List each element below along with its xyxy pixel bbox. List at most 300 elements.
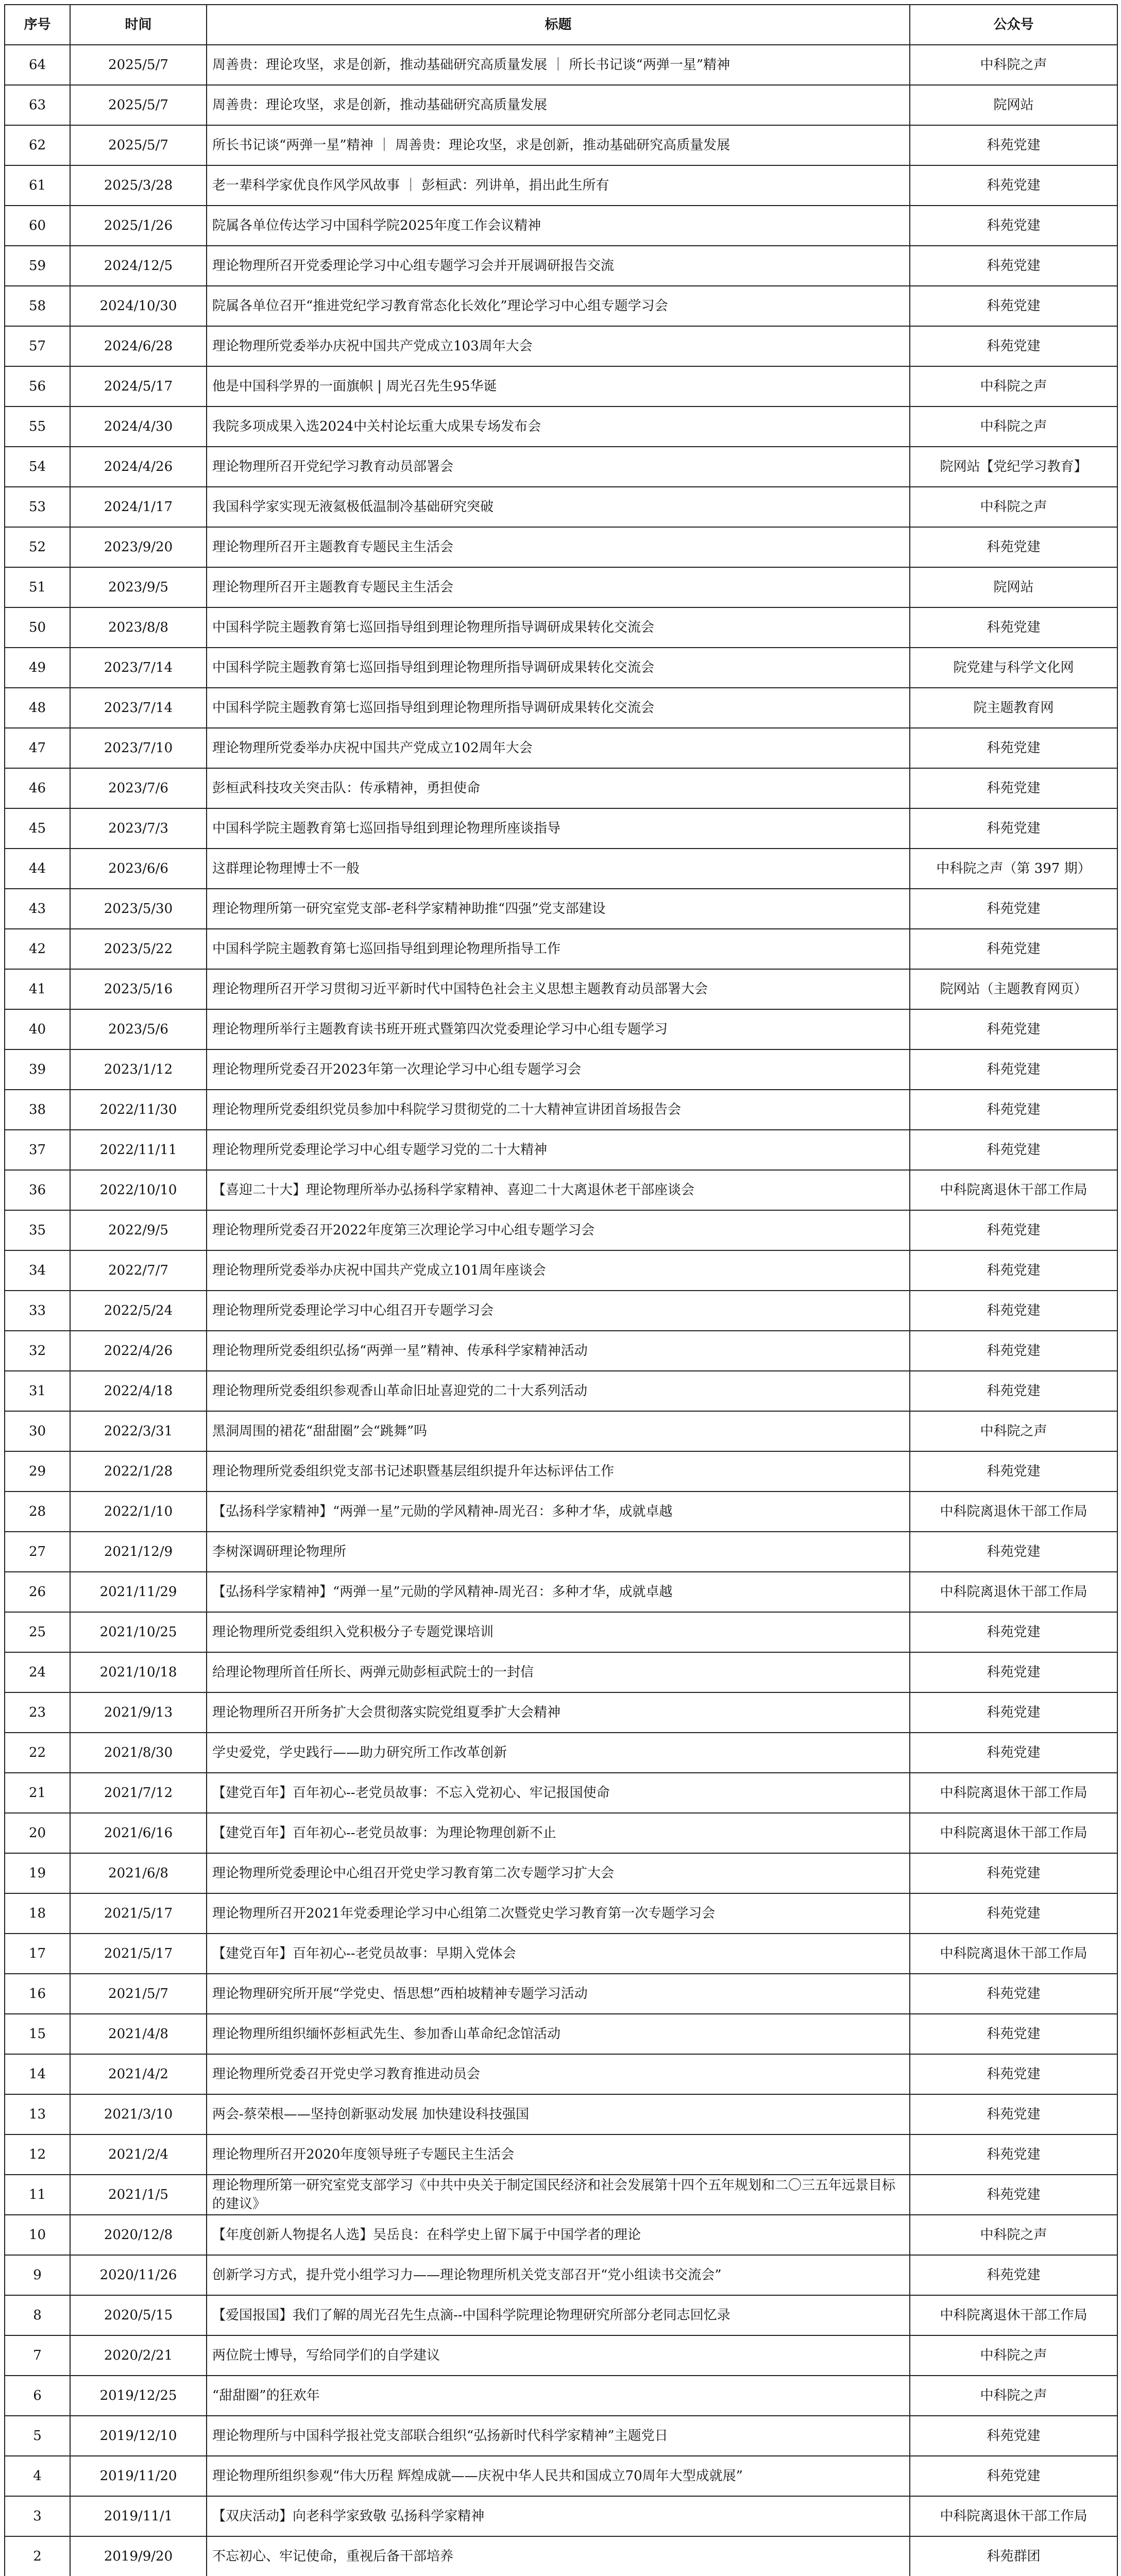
row-account-cell: 中科院之声	[910, 2376, 1117, 2416]
row-date-cell: 2024/12/5	[70, 246, 207, 286]
row-date-cell: 2019/9/20	[70, 2536, 207, 2576]
row-seq-cell: 55	[5, 406, 70, 447]
row-title-cell: 中国科学院主题教育第七巡回指导组到理论物理所指导调研成果转化交流会	[207, 648, 910, 688]
table-row	[5, 1813, 1117, 1853]
table-row	[5, 487, 1117, 527]
row-account-cell: 科苑党建	[910, 286, 1117, 326]
row-account-cell: 科苑党建	[910, 2456, 1117, 2496]
row-date-cell: 2020/5/15	[70, 2295, 207, 2335]
row-date-cell: 2021/5/17	[70, 1893, 207, 1934]
table-row	[5, 808, 1117, 849]
row-date-cell: 2021/6/16	[70, 1813, 207, 1853]
row-title-cell: 理论物理所党委组织入党积极分子专题党课培训	[207, 1612, 910, 1652]
table-row	[5, 1893, 1117, 1934]
row-date-cell: 2023/5/30	[70, 889, 207, 929]
row-title-cell: 学史爱党，学史践行——助力研究所工作改革创新	[207, 1733, 910, 1773]
row-seq-cell: 13	[5, 2094, 70, 2134]
row-account-cell: 科苑党建	[910, 2255, 1117, 2295]
row-account-cell: 科苑党建	[910, 1652, 1117, 1692]
row-seq-cell: 57	[5, 326, 70, 366]
row-seq-cell: 16	[5, 1974, 70, 2014]
row-date-cell: 2019/12/10	[70, 2416, 207, 2456]
row-date-cell: 2022/10/10	[70, 1170, 207, 1210]
table-row	[5, 1009, 1117, 1049]
table-row	[5, 1250, 1117, 1291]
row-date-cell: 2020/12/8	[70, 2215, 207, 2255]
table-row	[5, 969, 1117, 1009]
row-date-cell: 2022/1/10	[70, 1492, 207, 1532]
row-seq-cell: 63	[5, 85, 70, 125]
table-row	[5, 2456, 1117, 2496]
table-row	[5, 1210, 1117, 1250]
row-seq-cell: 64	[5, 45, 70, 85]
row-seq-cell: 41	[5, 969, 70, 1009]
row-title-cell: 【弘扬科学家精神】“两弹一星”元勋的学风精神-周光召：多种才华，成就卓越	[207, 1572, 910, 1612]
table-row	[5, 1492, 1117, 1532]
row-account-cell: 科苑党建	[910, 165, 1117, 206]
row-account-cell: 科苑党建	[910, 1331, 1117, 1371]
row-account-cell: 院网站（主题教育网页）	[910, 969, 1117, 1009]
row-title-cell: 理论物理所党委召开2023年第一次理论学习中心组专题学习会	[207, 1049, 910, 1090]
row-title-cell: 老一辈科学家优良作风学风故事 ｜ 彭桓武：列讲单，捐出此生所有	[207, 165, 910, 206]
row-date-cell: 2025/1/26	[70, 206, 207, 246]
table-row	[5, 1451, 1117, 1492]
table-row	[5, 165, 1117, 206]
row-account-cell: 科苑党建	[910, 929, 1117, 969]
row-account-cell: 科苑党建	[910, 1612, 1117, 1652]
row-title-cell: 理论物理所召开学习贯彻习近平新时代中国特色社会主义思想主题教育动员部署大会	[207, 969, 910, 1009]
row-title-cell: 理论物理所第一研究室党支部-老科学家精神助推“四强”党支部建设	[207, 889, 910, 929]
row-date-cell: 2020/11/26	[70, 2255, 207, 2295]
table-row	[5, 2175, 1117, 2215]
table-row	[5, 1411, 1117, 1451]
table-row	[5, 45, 1117, 85]
row-title-cell: 理论物理所党委举办庆祝中国共产党成立103周年大会	[207, 326, 910, 366]
table-row	[5, 2376, 1117, 2416]
row-date-cell: 2022/11/30	[70, 1090, 207, 1130]
row-account-cell: 科苑党建	[910, 1291, 1117, 1331]
row-account-cell: 中科院之声	[910, 406, 1117, 447]
table-row	[5, 1853, 1117, 1893]
row-account-cell: 科苑党建	[910, 889, 1117, 929]
row-title-cell: 李树深调研理论物理所	[207, 1532, 910, 1572]
row-title-cell: 理论物理所党委召开2022年度第三次理论学习中心组专题学习会	[207, 1210, 910, 1250]
row-seq-cell: 23	[5, 1692, 70, 1733]
row-date-cell: 2023/7/10	[70, 728, 207, 768]
table-row	[5, 1049, 1117, 1090]
row-account-cell: 科苑党建	[910, 1250, 1117, 1291]
row-seq-cell: 9	[5, 2255, 70, 2295]
row-date-cell: 2019/11/1	[70, 2496, 207, 2536]
table-row	[5, 1612, 1117, 1652]
row-account-cell: 院网站【党纪学习教育】	[910, 447, 1117, 487]
row-seq-cell: 42	[5, 929, 70, 969]
header-date: 时间	[70, 5, 207, 45]
row-date-cell: 2023/5/16	[70, 969, 207, 1009]
row-title-cell: 理论物理所党委举办庆祝中国共产党成立101周年座谈会	[207, 1250, 910, 1291]
row-title-cell: 给理论物理所首任所长、两弹元勋彭桓武院士的一封信	[207, 1652, 910, 1692]
table-row	[5, 2215, 1117, 2255]
row-date-cell: 2021/5/7	[70, 1974, 207, 2014]
row-account-cell: 中科院离退休干部工作局	[910, 1572, 1117, 1612]
row-seq-cell: 40	[5, 1009, 70, 1049]
row-title-cell: 理论物理所党委组织党支部书记述职暨基层组织提升年达标评估工作	[207, 1451, 910, 1492]
row-account-cell: 科苑党建	[910, 527, 1117, 567]
row-account-cell: 科苑党建	[910, 1210, 1117, 1250]
row-seq-cell: 20	[5, 1813, 70, 1853]
row-date-cell: 2022/4/18	[70, 1371, 207, 1411]
row-account-cell: 中科院离退休干部工作局	[910, 1170, 1117, 1210]
table-row	[5, 2295, 1117, 2335]
row-date-cell: 2023/7/14	[70, 648, 207, 688]
row-account-cell: 中科院之声	[910, 2215, 1117, 2255]
table-row	[5, 1692, 1117, 1733]
table-row	[5, 889, 1117, 929]
row-date-cell: 2021/3/10	[70, 2094, 207, 2134]
row-date-cell: 2025/3/28	[70, 165, 207, 206]
table-row	[5, 326, 1117, 366]
table-row	[5, 1371, 1117, 1411]
row-account-cell: 中科院离退休干部工作局	[910, 1813, 1117, 1853]
table-row	[5, 2536, 1117, 2576]
row-account-cell: 科苑党建	[910, 1009, 1117, 1049]
row-title-cell: 【建党百年】百年初心--老党员故事：不忘入党初心、牢记报国使命	[207, 1773, 910, 1813]
row-date-cell: 2022/9/5	[70, 1210, 207, 1250]
row-title-cell: 中国科学院主题教育第七巡回指导组到理论物理所指导调研成果转化交流会	[207, 688, 910, 728]
row-date-cell: 2019/12/25	[70, 2376, 207, 2416]
row-seq-cell: 54	[5, 447, 70, 487]
row-date-cell: 2022/1/28	[70, 1451, 207, 1492]
row-title-cell: 理论物理所召开党纪学习教育动员部署会	[207, 447, 910, 487]
table-row	[5, 1652, 1117, 1692]
row-date-cell: 2019/11/20	[70, 2456, 207, 2496]
row-date-cell: 2023/7/6	[70, 768, 207, 808]
row-account-cell: 科苑党建	[910, 125, 1117, 165]
row-account-cell: 中科院之声	[910, 487, 1117, 527]
row-seq-cell: 58	[5, 286, 70, 326]
row-title-cell: 理论物理研究所开展“学党史、悟思想”西柏坡精神专题学习活动	[207, 1974, 910, 2014]
table-row	[5, 1572, 1117, 1612]
table-row	[5, 286, 1117, 326]
row-account-cell: 科苑党建	[910, 1090, 1117, 1130]
row-seq-cell: 43	[5, 889, 70, 929]
row-date-cell: 2024/4/30	[70, 406, 207, 447]
row-date-cell: 2023/5/6	[70, 1009, 207, 1049]
row-seq-cell: 48	[5, 688, 70, 728]
row-account-cell: 科苑党建	[910, 2014, 1117, 2054]
table-row	[5, 849, 1117, 889]
row-seq-cell: 39	[5, 1049, 70, 1090]
row-seq-cell: 27	[5, 1532, 70, 1572]
table-row	[5, 1733, 1117, 1773]
row-date-cell: 2021/11/29	[70, 1572, 207, 1612]
table-row	[5, 567, 1117, 607]
row-date-cell: 2023/8/8	[70, 607, 207, 648]
row-account-cell: 科苑党建	[910, 246, 1117, 286]
row-title-cell: 理论物理所召开2021年党委理论学习中心组第二次暨党史学习教育第一次专题学习会	[207, 1893, 910, 1934]
row-seq-cell: 24	[5, 1652, 70, 1692]
row-account-cell: 中科院离退休干部工作局	[910, 1934, 1117, 1974]
row-account-cell: 科苑党建	[910, 1733, 1117, 1773]
row-date-cell: 2025/5/7	[70, 85, 207, 125]
row-title-cell: 两位院士博导，写给同学们的自学建议	[207, 2335, 910, 2376]
table-row	[5, 607, 1117, 648]
row-title-cell: 理论物理所组织缅怀彭桓武先生、参加香山革命纪念馆活动	[207, 2014, 910, 2054]
row-account-cell: 中科院之声	[910, 45, 1117, 85]
row-title-cell: 理论物理所党委理论中心组召开党史学习教育第二次专题学习扩大会	[207, 1853, 910, 1893]
row-seq-cell: 22	[5, 1733, 70, 1773]
row-seq-cell: 46	[5, 768, 70, 808]
row-seq-cell: 35	[5, 1210, 70, 1250]
row-seq-cell: 32	[5, 1331, 70, 1371]
row-title-cell: 创新学习方式，提升党小组学习力——理论物理所机关党支部召开“党小组读书交流会”	[207, 2255, 910, 2295]
row-seq-cell: 52	[5, 527, 70, 567]
row-title-cell: 中国科学院主题教育第七巡回指导组到理论物理所指导工作	[207, 929, 910, 969]
row-date-cell: 2023/1/12	[70, 1049, 207, 1090]
row-title-cell: 彭桓武科技攻关突击队：传承精神，勇担使命	[207, 768, 910, 808]
row-date-cell: 2022/5/24	[70, 1291, 207, 1331]
row-account-cell: 中科院之声	[910, 366, 1117, 406]
row-seq-cell: 53	[5, 487, 70, 527]
row-date-cell: 2021/10/25	[70, 1612, 207, 1652]
row-title-cell: 我院多项成果入选2024中关村论坛重大成果专场发布会	[207, 406, 910, 447]
table-row	[5, 1291, 1117, 1331]
row-seq-cell: 30	[5, 1411, 70, 1451]
row-seq-cell: 8	[5, 2295, 70, 2335]
row-title-cell: 他是中国科学界的一面旗帜 | 周光召先生95华诞	[207, 366, 910, 406]
table-row	[5, 2335, 1117, 2376]
row-seq-cell: 50	[5, 607, 70, 648]
row-date-cell: 2024/10/30	[70, 286, 207, 326]
row-date-cell: 2020/2/21	[70, 2335, 207, 2376]
row-seq-cell: 51	[5, 567, 70, 607]
row-date-cell: 2022/3/31	[70, 1411, 207, 1451]
header-seq: 序号	[5, 5, 70, 45]
row-seq-cell: 15	[5, 2014, 70, 2054]
row-title-cell: 理论物理所组织参观“伟大历程 辉煌成就——庆祝中华人民共和国成立70周年大型成就展”	[207, 2456, 910, 2496]
row-title-cell: 理论物理所党委组织参观香山革命旧址喜迎党的二十大系列活动	[207, 1371, 910, 1411]
row-title-cell: 我国科学家实现无液氦极低温制冷基础研究突破	[207, 487, 910, 527]
row-date-cell: 2025/5/7	[70, 45, 207, 85]
table-row	[5, 2054, 1117, 2094]
row-title-cell: 周善贵：理论攻坚，求是创新，推动基础研究高质量发展	[207, 85, 910, 125]
articles-table	[4, 4, 1118, 2576]
row-account-cell: 科苑党建	[910, 768, 1117, 808]
row-title-cell: 不忘初心、牢记使命，重视后备干部培养	[207, 2536, 910, 2576]
row-title-cell: 理论物理所党委理论学习中心组专题学习党的二十大精神	[207, 1130, 910, 1170]
row-seq-cell: 25	[5, 1612, 70, 1652]
table-row	[5, 2014, 1117, 2054]
table-row	[5, 1331, 1117, 1371]
row-account-cell: 科苑党建	[910, 1692, 1117, 1733]
row-date-cell: 2023/7/14	[70, 688, 207, 728]
row-seq-cell: 12	[5, 2134, 70, 2175]
table-row	[5, 366, 1117, 406]
row-seq-cell: 4	[5, 2456, 70, 2496]
row-title-cell: 所长书记谈“两弹一星”精神 ｜ 周善贵：理论攻坚，求是创新，推动基础研究高质量发展	[207, 125, 910, 165]
row-account-cell: 科苑党建	[910, 2094, 1117, 2134]
table-row	[5, 648, 1117, 688]
table-row	[5, 1170, 1117, 1210]
row-account-cell: 科苑党建	[910, 2054, 1117, 2094]
table-row	[5, 768, 1117, 808]
row-title-cell: 理论物理所第一研究室党支部学习《中共中央关于制定国民经济和社会发展第十四个五年规划和二〇三五年远景目标的建议》	[207, 2175, 910, 2215]
row-date-cell: 2021/1/5	[70, 2175, 207, 2215]
row-seq-cell: 47	[5, 728, 70, 768]
table-row	[5, 2416, 1117, 2456]
table-body	[5, 45, 1117, 2576]
row-date-cell: 2021/6/8	[70, 1853, 207, 1893]
row-account-cell: 科苑党建	[910, 326, 1117, 366]
row-title-cell: 理论物理所党委举办庆祝中国共产党成立102周年大会	[207, 728, 910, 768]
row-date-cell: 2021/4/2	[70, 2054, 207, 2094]
row-date-cell: 2023/9/20	[70, 527, 207, 567]
row-date-cell: 2021/12/9	[70, 1532, 207, 1572]
row-seq-cell: 33	[5, 1291, 70, 1331]
row-seq-cell: 21	[5, 1773, 70, 1813]
table-row	[5, 1130, 1117, 1170]
row-date-cell: 2024/6/28	[70, 326, 207, 366]
row-date-cell: 2024/5/17	[70, 366, 207, 406]
row-account-cell: 中科院之声	[910, 2335, 1117, 2376]
row-seq-cell: 56	[5, 366, 70, 406]
row-title-cell: 【年度创新人物提名人选】吴岳良：在科学史上留下属于中国学者的理论	[207, 2215, 910, 2255]
table-row	[5, 2496, 1117, 2536]
header-title: 标题	[207, 5, 910, 45]
row-date-cell: 2023/6/6	[70, 849, 207, 889]
row-seq-cell: 19	[5, 1853, 70, 1893]
row-seq-cell: 26	[5, 1572, 70, 1612]
table-row	[5, 246, 1117, 286]
row-account-cell: 科苑党建	[910, 1974, 1117, 2014]
row-account-cell: 中科院离退休干部工作局	[910, 2295, 1117, 2335]
row-date-cell: 2024/1/17	[70, 487, 207, 527]
row-seq-cell: 62	[5, 125, 70, 165]
row-date-cell: 2021/2/4	[70, 2134, 207, 2175]
row-seq-cell: 31	[5, 1371, 70, 1411]
row-title-cell: 理论物理所召开主题教育专题民主生活会	[207, 567, 910, 607]
row-account-cell: 中科院离退休干部工作局	[910, 1492, 1117, 1532]
row-account-cell: 院网站	[910, 567, 1117, 607]
table-row	[5, 1934, 1117, 1974]
row-date-cell: 2022/4/26	[70, 1331, 207, 1371]
row-title-cell: 理论物理所召开所务扩大会贯彻落实院党组夏季扩大会精神	[207, 1692, 910, 1733]
table-row	[5, 1974, 1117, 2014]
row-seq-cell: 29	[5, 1451, 70, 1492]
row-seq-cell: 10	[5, 2215, 70, 2255]
row-account-cell: 中科院离退休干部工作局	[910, 1773, 1117, 1813]
row-seq-cell: 49	[5, 648, 70, 688]
table-row	[5, 2255, 1117, 2295]
table-row	[5, 125, 1117, 165]
row-seq-cell: 14	[5, 2054, 70, 2094]
row-account-cell: 院党建与科学文化网	[910, 648, 1117, 688]
row-account-cell: 中科院之声	[910, 1411, 1117, 1451]
table-row	[5, 728, 1117, 768]
row-seq-cell: 7	[5, 2335, 70, 2376]
row-seq-cell: 3	[5, 2496, 70, 2536]
row-account-cell: 科苑党建	[910, 808, 1117, 849]
row-account-cell: 中科院之声（第 397 期）	[910, 849, 1117, 889]
row-title-cell: 【弘扬科学家精神】“两弹一星”元勋的学风精神-周光召：多种才华，成就卓越	[207, 1492, 910, 1532]
row-title-cell: 理论物理所党委组织党员参加中科院学习贯彻党的二十大精神宣讲团首场报告会	[207, 1090, 910, 1130]
row-account-cell: 中科院离退休干部工作局	[910, 2496, 1117, 2536]
row-date-cell: 2024/4/26	[70, 447, 207, 487]
row-seq-cell: 2	[5, 2536, 70, 2576]
row-account-cell: 科苑党建	[910, 2416, 1117, 2456]
row-title-cell: 中国科学院主题教育第七巡回指导组到理论物理所指导调研成果转化交流会	[207, 607, 910, 648]
row-title-cell: 【双庆活动】向老科学家致敬 弘扬科学家精神	[207, 2496, 910, 2536]
table-row	[5, 929, 1117, 969]
row-title-cell: 院属各单位传达学习中国科学院2025年度工作会议精神	[207, 206, 910, 246]
row-account-cell: 科苑党建	[910, 728, 1117, 768]
row-seq-cell: 6	[5, 2376, 70, 2416]
row-seq-cell: 5	[5, 2416, 70, 2456]
row-account-cell: 科苑党建	[910, 1371, 1117, 1411]
row-date-cell: 2023/9/5	[70, 567, 207, 607]
row-date-cell: 2023/7/3	[70, 808, 207, 849]
row-title-cell: 理论物理所召开2020年度领导班子专题民主生活会	[207, 2134, 910, 2175]
row-seq-cell: 11	[5, 2175, 70, 2215]
row-account-cell: 科苑群团	[910, 2536, 1117, 2576]
row-seq-cell: 37	[5, 1130, 70, 1170]
row-title-cell: 【喜迎二十大】理论物理所举办弘扬科学家精神、喜迎二十大离退休老干部座谈会	[207, 1170, 910, 1210]
table-row	[5, 527, 1117, 567]
row-title-cell: 理论物理所党委召开党史学习教育推进动员会	[207, 2054, 910, 2094]
row-title-cell: 理论物理所召开主题教育专题民主生活会	[207, 527, 910, 567]
row-title-cell: 【建党百年】百年初心--老党员故事：早期入党体会	[207, 1934, 910, 1974]
table-row	[5, 688, 1117, 728]
row-account-cell: 科苑党建	[910, 1049, 1117, 1090]
row-seq-cell: 34	[5, 1250, 70, 1291]
table-row	[5, 2134, 1117, 2175]
row-title-cell: 理论物理所党委组织弘扬“两弹一星”精神、传承科学家精神活动	[207, 1331, 910, 1371]
row-account-cell: 院网站	[910, 85, 1117, 125]
row-account-cell: 科苑党建	[910, 2134, 1117, 2175]
table-row	[5, 206, 1117, 246]
row-title-cell: 这群理论物理博士不一般	[207, 849, 910, 889]
row-title-cell: 理论物理所与中国科学报社党支部联合组织“弘扬新时代科学家精神”主题党日	[207, 2416, 910, 2456]
row-title-cell: 中国科学院主题教育第七巡回指导组到理论物理所座谈指导	[207, 808, 910, 849]
row-title-cell: 两会-蔡荣根——坚持创新驱动发展 加快建设科技强国	[207, 2094, 910, 2134]
row-seq-cell: 61	[5, 165, 70, 206]
table-row	[5, 1090, 1117, 1130]
row-account-cell: 科苑党建	[910, 1130, 1117, 1170]
row-title-cell: 院属各单位召开“推进党纪学习教育常态化长效化”理论学习中心组专题学习会	[207, 286, 910, 326]
row-date-cell: 2021/8/30	[70, 1733, 207, 1773]
table-row	[5, 85, 1117, 125]
row-date-cell: 2022/11/11	[70, 1130, 207, 1170]
table-row	[5, 447, 1117, 487]
row-title-cell: 黑洞周围的裙花“甜甜圈”会“跳舞”吗	[207, 1411, 910, 1451]
row-account-cell: 科苑党建	[910, 607, 1117, 648]
row-title-cell: “甜甜圈”的狂欢年	[207, 2376, 910, 2416]
row-account-cell: 院主题教育网	[910, 688, 1117, 728]
row-title-cell: 【爱国报国】我们了解的周光召先生点滴--中国科学院理论物理研究所部分老同志回忆录	[207, 2295, 910, 2335]
row-title-cell: 理论物理所党委理论学习中心组召开专题学习会	[207, 1291, 910, 1331]
row-account-cell: 科苑党建	[910, 1853, 1117, 1893]
table-row	[5, 1532, 1117, 1572]
table-row	[5, 2094, 1117, 2134]
row-title-cell: 【建党百年】百年初心--老党员故事：为理论物理创新不止	[207, 1813, 910, 1853]
row-date-cell: 2022/7/7	[70, 1250, 207, 1291]
row-account-cell: 科苑党建	[910, 2175, 1117, 2215]
row-seq-cell: 18	[5, 1893, 70, 1934]
table-row	[5, 1773, 1117, 1813]
row-account-cell: 科苑党建	[910, 206, 1117, 246]
row-date-cell: 2021/7/12	[70, 1773, 207, 1813]
row-title-cell: 周善贵：理论攻坚，求是创新，推动基础研究高质量发展 ｜ 所长书记谈“两弹一星”精神	[207, 45, 910, 85]
